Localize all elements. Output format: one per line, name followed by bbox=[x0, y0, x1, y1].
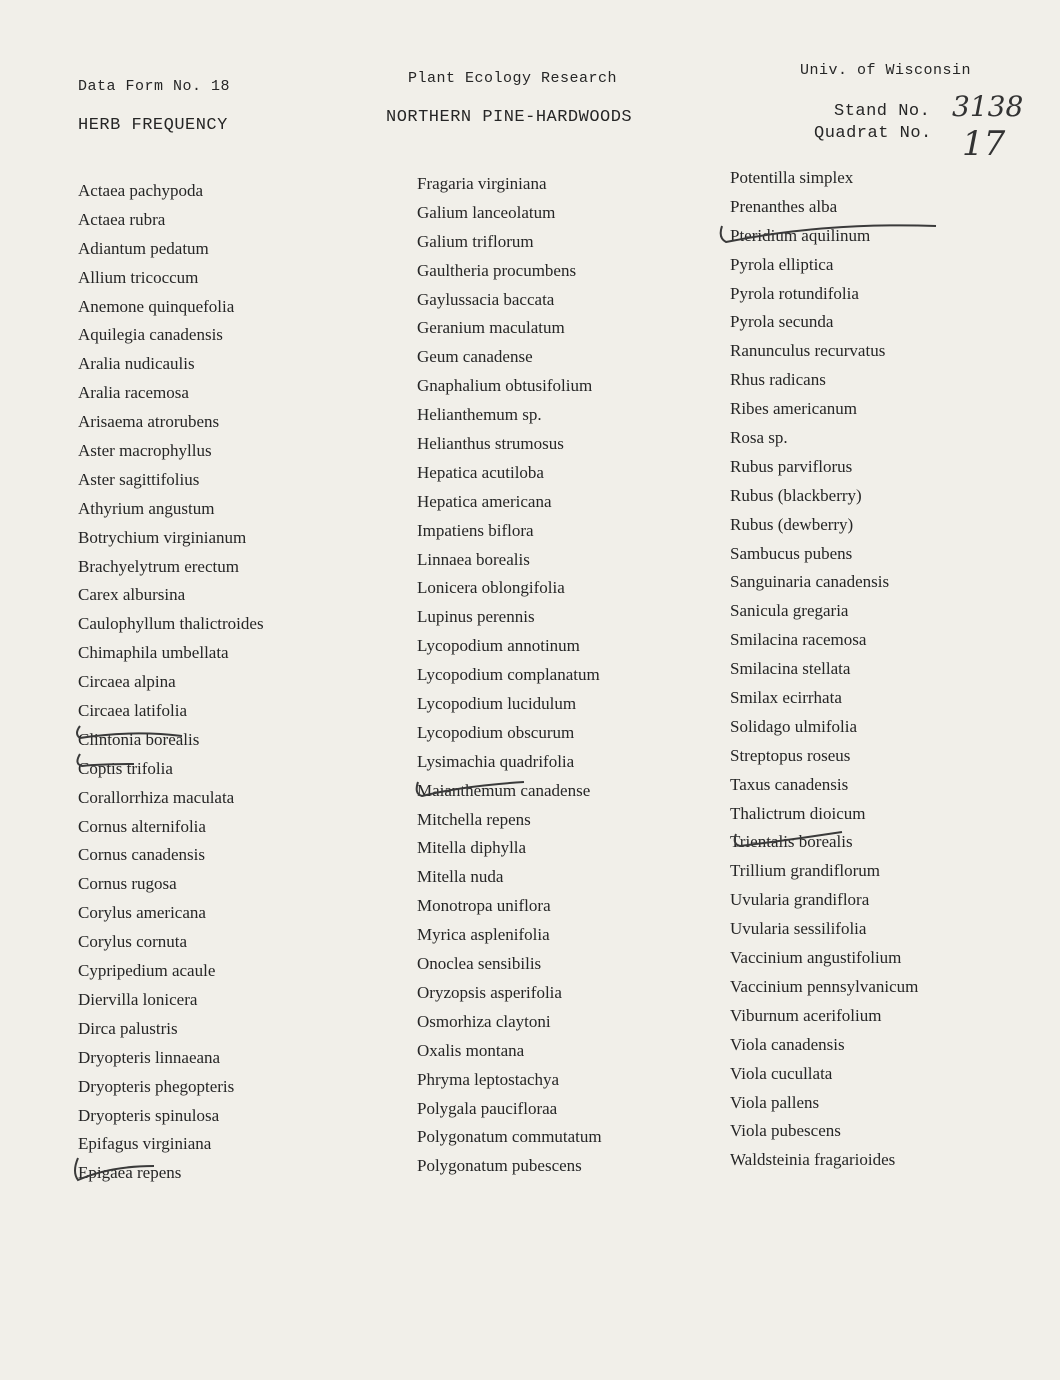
species-item: Thalictrum dioicum bbox=[730, 803, 866, 823]
species-item: Dryopteris spinulosa bbox=[78, 1105, 220, 1125]
stand-label: Stand No. bbox=[834, 102, 931, 121]
species-column-1 bbox=[78, 177, 378, 1188]
species-item: Corylus cornuta bbox=[78, 932, 188, 952]
species-item: Actaea pachypoda bbox=[78, 181, 204, 200]
species-item: Geranium maculatum bbox=[417, 318, 565, 338]
species-item: Mitella nuda bbox=[417, 867, 504, 887]
stand-value: 3138 bbox=[952, 90, 1024, 123]
species-item: Vaccinium angustifolium bbox=[730, 948, 902, 968]
species-item: Gaultheria procumbens bbox=[417, 260, 577, 280]
species-item: Viola pallens bbox=[730, 1092, 820, 1112]
species-item: Helianthemum sp. bbox=[417, 405, 542, 425]
species-item: Cornus rugosa bbox=[78, 874, 177, 894]
species-item: Helianthus strumosus bbox=[417, 434, 564, 454]
species-item: Waldsteinia fragarioides bbox=[730, 1150, 896, 1170]
species-item: Botrychium virginianum bbox=[78, 527, 247, 547]
species-item: Lycopodium obscurum bbox=[417, 722, 575, 742]
species-item: Smilax ecirrhata bbox=[730, 688, 842, 708]
species-item: Aquilegia canadensis bbox=[78, 325, 223, 345]
species-item: Mitella diphylla bbox=[417, 838, 527, 858]
species-item: Pyrola elliptica bbox=[730, 254, 834, 274]
species-item: Brachyelytrum erectum bbox=[78, 556, 239, 576]
species-item: Dryopteris phegopteris bbox=[78, 1076, 235, 1096]
species-item: Pyrola secunda bbox=[730, 312, 834, 332]
species-item: Arisaema atrorubens bbox=[78, 412, 220, 432]
species-item: Diervilla lonicera bbox=[78, 989, 198, 1009]
species-item: Epigaea repens bbox=[78, 1163, 182, 1183]
species-item: Smilacina racemosa bbox=[730, 630, 867, 650]
species-item: Coptis trifolia bbox=[78, 758, 173, 778]
species-item: Athyrium angustum bbox=[78, 498, 215, 518]
species-item: Sanguinaria canadensis bbox=[730, 572, 890, 592]
species-column-2 bbox=[417, 170, 717, 1181]
species-item: Aralia nudicaulis bbox=[78, 354, 195, 374]
species-item: Geum canadense bbox=[417, 347, 533, 367]
species-item: Lycopodium complanatum bbox=[417, 665, 600, 685]
species-item: Osmorhiza claytoni bbox=[417, 1011, 551, 1031]
species-item: Myrica asplenifolia bbox=[417, 925, 550, 945]
species-item: Aster sagittifolius bbox=[78, 469, 200, 489]
species-item: Oxalis montana bbox=[417, 1040, 525, 1060]
species-item: Galium lanceolatum bbox=[417, 202, 556, 222]
species-item: Gnaphalium obtusifolium bbox=[417, 376, 593, 396]
species-item: Onoclea sensibilis bbox=[417, 954, 542, 974]
species-item: Lonicera oblongifolia bbox=[417, 578, 565, 598]
species-item: Hepatica acutiloba bbox=[417, 462, 544, 482]
species-item: Maianthemum canadense bbox=[417, 780, 591, 800]
species-item: Hepatica americana bbox=[417, 491, 552, 511]
species-item: Rubus (dewberry) bbox=[730, 514, 854, 534]
institution: Univ. of Wisconsin bbox=[800, 62, 972, 79]
species-item: Carex albursina bbox=[78, 585, 186, 605]
species-item: Phryma leptostachya bbox=[417, 1069, 560, 1089]
species-item: Corylus americana bbox=[78, 903, 206, 923]
species-item: Ribes americanum bbox=[730, 399, 857, 419]
species-item: Smilacina stellata bbox=[730, 659, 851, 679]
species-item: Sambucus pubens bbox=[730, 543, 853, 563]
species-item: Taxus canadensis bbox=[730, 774, 849, 794]
species-item: Cornus alternifolia bbox=[78, 816, 206, 836]
project-title: Plant Ecology Research bbox=[408, 70, 618, 87]
species-item: Polygala paucifloraa bbox=[417, 1098, 558, 1118]
species-item: Dirca palustris bbox=[78, 1018, 178, 1038]
species-item: Lycopodium annotinum bbox=[417, 636, 580, 656]
species-item: Uvularia sessilifolia bbox=[730, 919, 867, 939]
species-item: Allium tricoccum bbox=[78, 267, 199, 287]
form-title: HERB FREQUENCY bbox=[78, 116, 228, 135]
species-item: Trientalis borealis bbox=[730, 832, 853, 852]
species-item: Gaylussacia baccata bbox=[417, 289, 555, 309]
species-item: Aster macrophyllus bbox=[78, 441, 212, 461]
species-item: Vaccinium pennsylvanicum bbox=[730, 976, 919, 996]
species-item: Corallorrhiza maculata bbox=[78, 787, 235, 807]
species-item: Pteridium aquilinum bbox=[730, 225, 871, 245]
species-item: Prenanthes alba bbox=[730, 196, 838, 216]
species-item: Polygonatum commutatum bbox=[417, 1127, 602, 1147]
form-number: Data Form No. 18 bbox=[78, 78, 231, 95]
species-item: Impatiens biflora bbox=[417, 520, 534, 540]
species-item: Rosa sp. bbox=[730, 428, 788, 448]
species-item: Chimaphila umbellata bbox=[78, 643, 229, 663]
species-item: Epifagus virginiana bbox=[78, 1134, 212, 1154]
species-item: Fragaria virginiana bbox=[417, 174, 547, 193]
species-item: Solidago ulmifolia bbox=[730, 716, 858, 736]
species-item: Uvularia grandiflora bbox=[730, 890, 870, 910]
species-item: Streptopus roseus bbox=[730, 745, 851, 765]
species-item: Trillium grandiflorum bbox=[730, 861, 881, 881]
species-item: Clintonia borealis bbox=[78, 729, 200, 749]
species-item: Viburnum acerifolium bbox=[730, 1005, 882, 1025]
quadrat-value: 17 bbox=[962, 124, 1006, 164]
species-item: Caulophyllum thalictroides bbox=[78, 614, 264, 634]
species-item: Lysimachia quadrifolia bbox=[417, 751, 575, 771]
species-item: Lycopodium lucidulum bbox=[417, 694, 577, 714]
species-item: Linnaea borealis bbox=[417, 549, 530, 569]
species-item: Dryopteris linnaeana bbox=[78, 1047, 221, 1067]
species-item: Sanicula gregaria bbox=[730, 601, 849, 621]
species-item: Circaea latifolia bbox=[78, 701, 188, 721]
species-item: Viola pubescens bbox=[730, 1121, 841, 1141]
species-item: Aralia racemosa bbox=[78, 383, 189, 403]
species-item: Rubus parviflorus bbox=[730, 456, 853, 476]
species-item: Oryzopsis asperifolia bbox=[417, 982, 562, 1002]
species-item: Pyrola rotundifolia bbox=[730, 283, 859, 303]
species-item: Galium triflorum bbox=[417, 231, 534, 251]
species-item: Cypripedium acaule bbox=[78, 961, 216, 981]
species-item: Actaea rubra bbox=[78, 209, 166, 229]
species-item: Monotropa uniflora bbox=[417, 896, 551, 916]
species-item: Ranunculus recurvatus bbox=[730, 341, 886, 361]
species-item: Viola cucullata bbox=[730, 1063, 833, 1083]
species-item: Adiantum pedatum bbox=[78, 238, 209, 258]
species-column-3 bbox=[730, 164, 1030, 1175]
species-item: Lupinus perennis bbox=[417, 607, 535, 627]
quadrat-label: Quadrat No. bbox=[814, 124, 932, 143]
species-item: Polygonatum pubescens bbox=[417, 1156, 582, 1176]
species-item: Rubus (blackberry) bbox=[730, 485, 862, 505]
species-item: Cornus canadensis bbox=[78, 845, 206, 865]
species-item: Anemone quinquefolia bbox=[78, 296, 235, 316]
community-title: NORTHERN PINE-HARDWOODS bbox=[386, 108, 633, 127]
species-item: Potentilla simplex bbox=[730, 168, 854, 187]
species-item: Mitchella repens bbox=[417, 809, 531, 829]
species-item: Viola canadensis bbox=[730, 1034, 845, 1054]
species-item: Circaea alpina bbox=[78, 672, 176, 692]
species-item: Rhus radicans bbox=[730, 370, 826, 390]
